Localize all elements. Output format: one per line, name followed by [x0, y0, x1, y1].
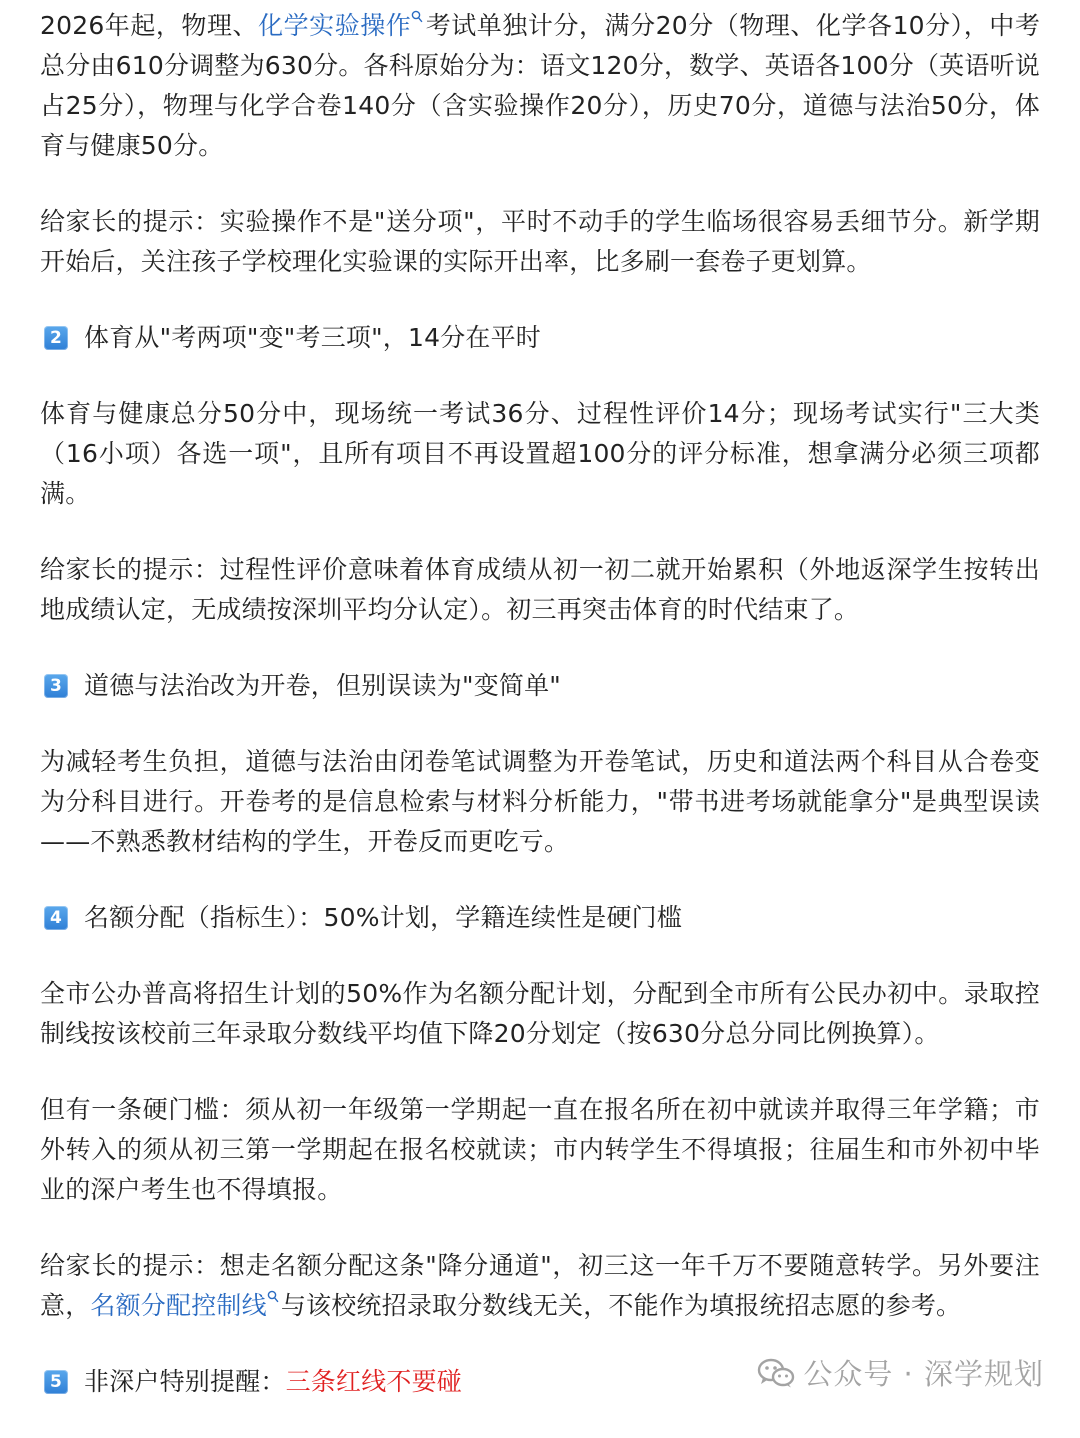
watermark-text: 公众号 · 深学规划	[803, 1357, 1044, 1391]
paragraph-quota-threshold: 但有一条硬门槛：须从初一年级第一学期起一直在报名所在初中就读并取得三年学籍；市外转入的须从初三第一学期起在报名校就读；市内转学生不得填报；往届生和市外初中毕业的深户考生也不得填报。	[40, 1095, 1040, 1204]
link-text[interactable]: 名额分配控制线	[90, 1291, 267, 1320]
paragraph-text: 考试单独计分，满分20分（物理、化学各10分），中考总分由610分调整为630分。各科原始分为：语文120分，数学、英语各100分（英语听说占25分），物理与化学合卷140分（含实验操作20分），历史70分，道德与法治50分，体育与健康50分。	[40, 11, 1041, 160]
paragraph-exam-scores	[40, 6, 1040, 166]
red-line-warning: 三条红线不要碰	[285, 1367, 463, 1396]
link-quota-control-line[interactable]	[90, 1291, 280, 1320]
paragraph-text: 2026年起，物理、	[40, 11, 259, 40]
link-text[interactable]: 化学实验操作	[258, 11, 412, 40]
number-3-icon: 3	[44, 674, 68, 698]
section-title: 道德与法治改为开卷，但别误读为"变简单"	[84, 671, 561, 700]
search-icon	[411, 10, 423, 24]
number-2-icon: 2	[44, 326, 68, 350]
section-heading-4	[40, 898, 1040, 938]
paragraph-tip-pe: 给家长的提示：过程性评价意味着体育成绩从初一初二就开始累积（外地返深学生按转出地成绩认定，无成绩按深圳平均分认定）。初三再突击体育的时代结束了。	[40, 555, 1040, 624]
search-icon	[267, 1290, 279, 1304]
paragraph-text: 与该校统招录取分数线无关，不能作为填报统招志愿的参考。	[280, 1291, 962, 1320]
section-heading-3	[40, 666, 1040, 706]
section-heading-2	[40, 318, 1040, 358]
number-5-icon: 5	[44, 1370, 68, 1394]
paragraph-tip-experiment: 给家长的提示：实验操作不是"送分项"，平时不动手的学生临场很容易丢细节分。新学期开始后，关注孩子学校理化实验课的实际开出率，比多刷一套卷子更划算。	[40, 207, 1040, 276]
section-title: 名额分配（指标生）：50%计划，学籍连续性是硬门槛	[84, 903, 683, 932]
number-4-icon: 4	[44, 906, 68, 930]
wechat-logo-icon	[757, 1357, 795, 1389]
section-title: 非深户特别提醒：	[84, 1367, 286, 1396]
section-title: 体育从"考两项"变"考三项"，14分在平时	[84, 323, 542, 352]
paragraph-text: 给家长的提示：想走名额分配这条"降分通道"，初三这一年千万不要随意转学。另外要注意，	[40, 1251, 1040, 1320]
article-body	[40, 6, 1040, 1438]
link-chemistry-experiment[interactable]	[258, 11, 425, 40]
paragraph-tip-quota	[40, 1246, 1040, 1326]
paragraph-quota-allocation: 全市公办普高将招生计划的50%作为名额分配计划，分配到全市所有公民办初中。录取控制线按该校前三年录取分数线平均值下降20分划定（按630分总分同比例换算）。	[40, 979, 1040, 1048]
paragraph-pe-scores: 体育与健康总分50分中，现场统一考试36分、过程性评价14分；现场考试实行"三大类（16小项）各选一项"，且所有项目不再设置超100分的评分标准，想拿满分必须三项都满。	[40, 399, 1040, 508]
paragraph-open-book: 为减轻考生负担，道德与法治由闭卷笔试调整为开卷笔试，历史和道法两个科目从合卷变为分科目进行。开卷考的是信息检索与材料分析能力，"带书进考场就能拿分"是典型误读——不熟悉教材结构的学生，开卷反而更吃亏。	[40, 747, 1040, 856]
watermark	[757, 1352, 1044, 1393]
